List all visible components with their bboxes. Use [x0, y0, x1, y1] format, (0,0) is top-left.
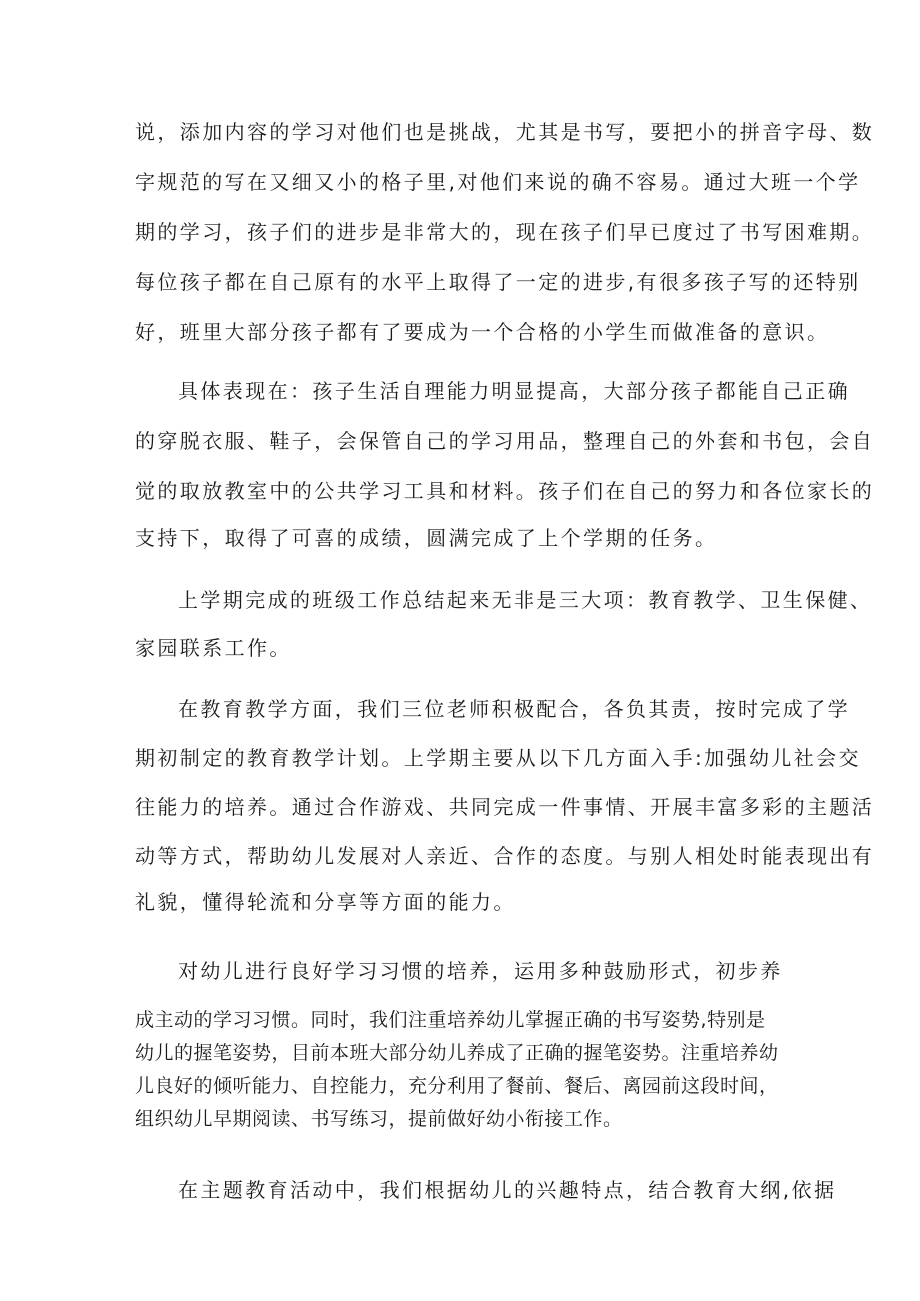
text-line: 往能力的培养。通过合作游戏、共同完成一件事情、开展丰富多彩的主题活: [135, 795, 875, 819]
text-line: 在教育教学方面，我们三位老师积极配合，各负其责，按时完成了学: [178, 697, 850, 721]
text-line: 上学期完成的班级工作总结起来无非是三大项：教育教学、卫生保健、: [178, 588, 873, 612]
text-line: 说，添加内容的学习对他们也是挑战，尤其是书写，要把小的拼音字母、数: [135, 120, 875, 144]
text-line: 组织幼儿早期阅读、书写练习，提前做好幼小衔接工作。: [135, 1108, 623, 1130]
text-line: 每位孩子都在自己原有的水平上取得了一定的进步,有很多孩子写的还特别: [135, 270, 861, 294]
text-line: 家园联系工作。: [135, 636, 292, 660]
text-line: 具体表现在：孩子生活自理能力明显提高，大部分孩子都能自己正确: [178, 379, 850, 403]
text-line: 的穿脱衣服、鞋子，会保管自己的学习用品，整理自己的外套和书包，会自: [135, 429, 875, 453]
text-line: 儿良好的倾听能力、自控能力，充分利用了餐前、餐后、离园前这段时间，: [135, 1075, 779, 1097]
text-line: 字规范的写在又细又小的格子里,对他们来说的确不容易。通过大班一个学: [135, 170, 861, 194]
text-line: 在主题教育活动中，我们根据幼儿的兴趣特点，结合教育大纲,依据: [178, 1178, 837, 1202]
text-line: 期的学习，孩子们的进步是非常大的，现在孩子们早已度过了书写困难期。: [135, 220, 875, 244]
text-line: 觉的取放教室中的公共学习工具和材料。孩子们在自己的努力和各位家长的: [135, 479, 875, 503]
text-line: 动等方式，帮助幼儿发展对人亲近、合作的态度。与别人相处时能表现出有: [135, 844, 875, 868]
text-line: 期初制定的教育教学计划。上学期主要从以下几方面入手:加强幼儿社会交: [135, 746, 861, 770]
text-line: 幼儿的握笔姿势，目前本班大部分幼儿养成了正确的握笔姿势。注重培养幼: [135, 1042, 779, 1064]
text-line: 对幼儿进行良好学习习惯的培养，运用多种鼓励形式，初步养: [178, 959, 783, 983]
text-line: 好，班里大部分孩子都有了要成为一个合格的小学生而做准备的意识。: [135, 320, 830, 344]
text-line: 支持下，取得了可喜的成绩，圆满完成了上个学期的任务。: [135, 526, 718, 550]
text-line: 成主动的学习习惯。同时，我们注重培养幼儿掌握正确的书写姿势,特别是: [135, 1009, 766, 1031]
text-line: 礼貌，懂得轮流和分享等方面的能力。: [135, 890, 516, 914]
